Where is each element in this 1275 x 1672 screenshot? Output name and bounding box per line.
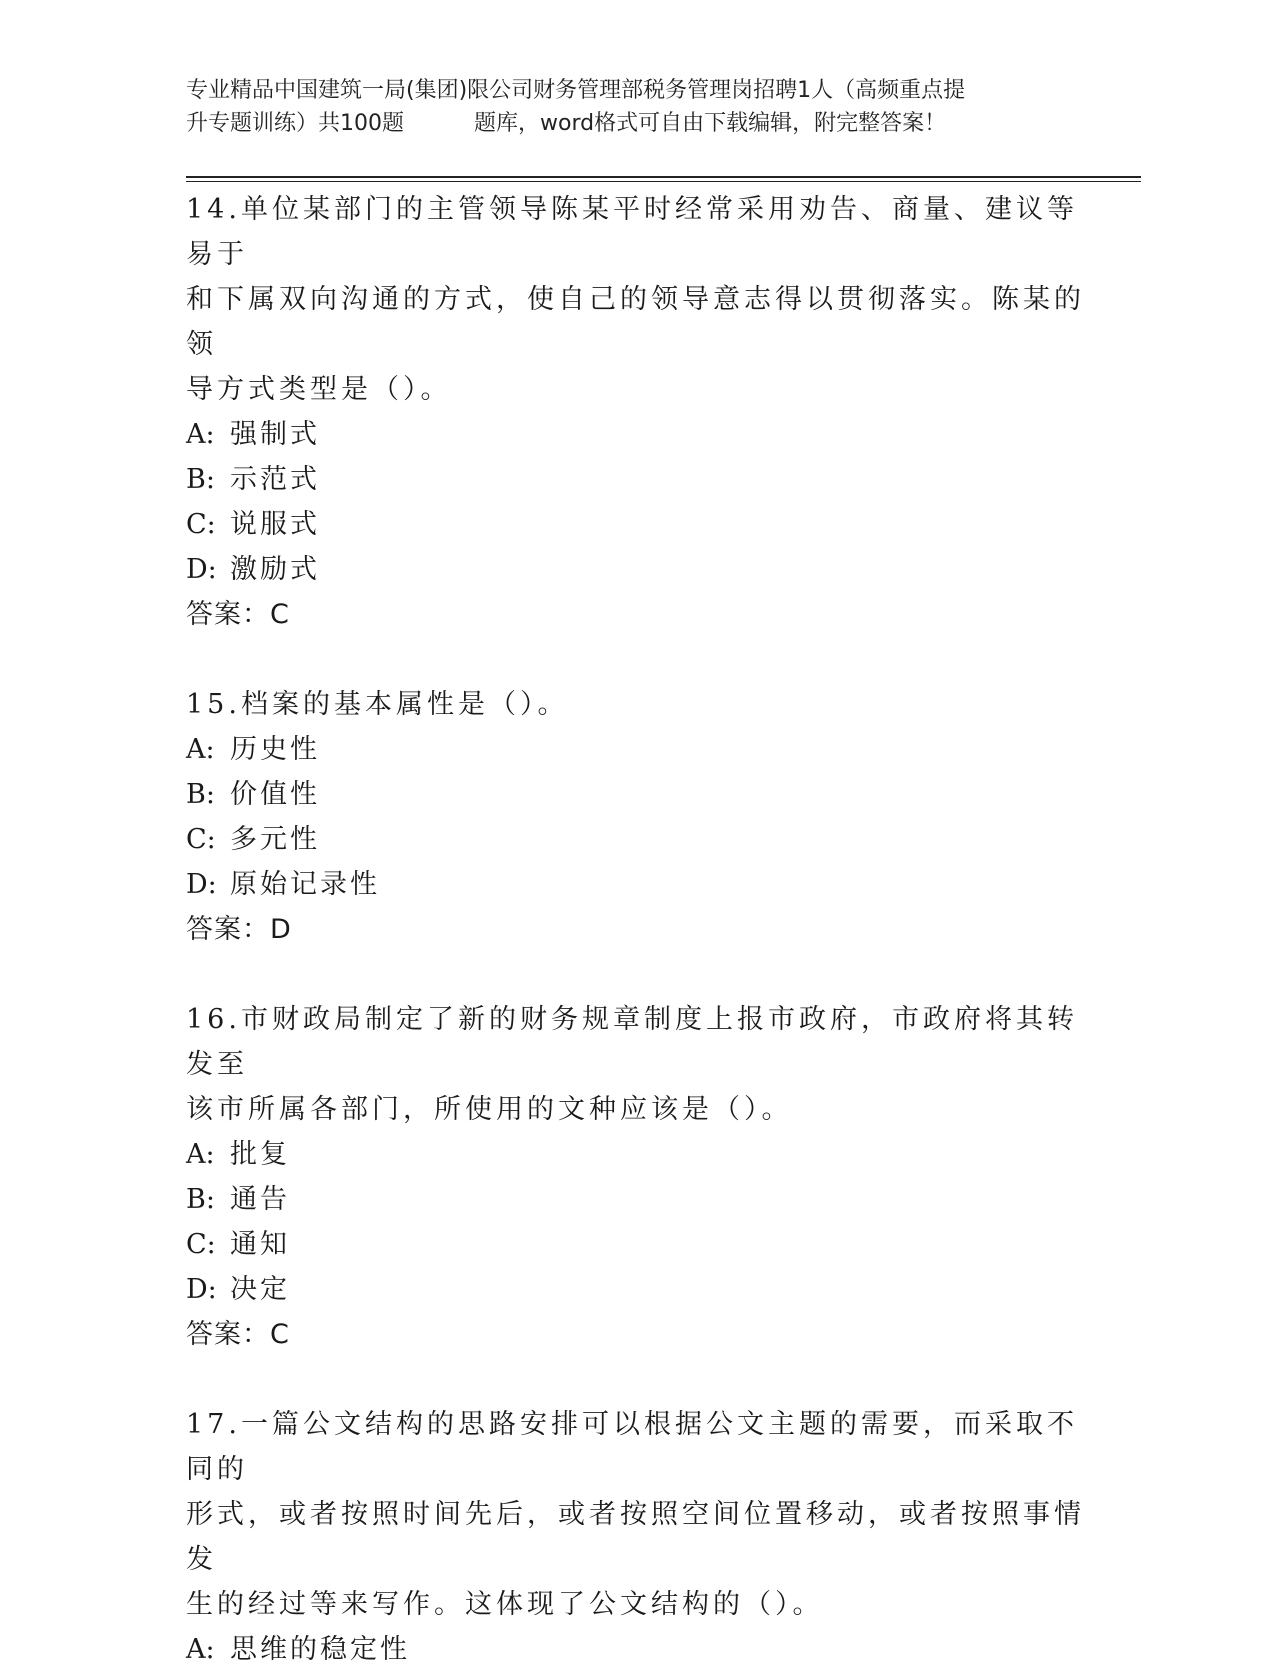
question-stem-line: 导方式类型是（）。 bbox=[186, 374, 452, 405]
header-line-1: 专业精品中国建筑一局(集团)限公司财务管理部税务管理岗招聘1人（高频重点提 bbox=[186, 78, 966, 103]
document-header bbox=[186, 74, 1066, 140]
option-d: D: 激励式 bbox=[186, 554, 320, 585]
question-14 bbox=[186, 187, 1086, 637]
answer-line: 答案：D bbox=[186, 914, 292, 945]
option-c: C: 说服式 bbox=[186, 509, 320, 540]
question-stem-line: 和下属双向沟通的方式，使自己的领导意志得以贯彻落实。陈某的领 bbox=[186, 284, 1085, 360]
question-stem-line: 16.市财政局制定了新的财务规章制度上报市政府，市政府将其转发至 bbox=[186, 1004, 1078, 1080]
question-16 bbox=[186, 997, 1086, 1357]
question-stem-line: 该市所属各部门，所使用的文种应该是（）。 bbox=[186, 1094, 793, 1125]
question-stem-line: 17.一篇公文结构的思路安排可以根据公文主题的需要，而采取不同的 bbox=[186, 1409, 1078, 1485]
question-list bbox=[186, 187, 1086, 1672]
question-stem-line: 生的经过等来写作。这体现了公文结构的（）。 bbox=[186, 1589, 824, 1620]
header-line-2-right: 题库，word格式可自由下载编辑，附完整答案！ bbox=[474, 111, 947, 136]
answer-line: 答案：C bbox=[186, 1319, 290, 1350]
option-c: C: 通知 bbox=[186, 1229, 290, 1260]
option-d: D: 原始记录性 bbox=[186, 869, 380, 900]
question-stem-line: 14.单位某部门的主管领导陈某平时经常采用劝告、商量、建议等易于 bbox=[186, 194, 1078, 270]
question-stem-line: 15.档案的基本属性是（）。 bbox=[186, 689, 569, 720]
question-17 bbox=[186, 1402, 1086, 1672]
option-a: A: 强制式 bbox=[186, 419, 320, 450]
option-d: D: 决定 bbox=[186, 1274, 290, 1305]
question-stem-line: 形式，或者按照时间先后，或者按照空间位置移动，或者按照事情发 bbox=[186, 1499, 1085, 1575]
header-divider-thin bbox=[186, 181, 1141, 182]
header-divider-thick bbox=[186, 176, 1141, 178]
header-line-2-left: 升专题训练）共100题 bbox=[186, 111, 404, 136]
option-b: B: 通告 bbox=[186, 1184, 290, 1215]
option-a: A: 历史性 bbox=[186, 734, 320, 765]
option-b: B: 价值性 bbox=[186, 779, 320, 810]
option-c: C: 多元性 bbox=[186, 824, 320, 855]
option-a: A: 思维的稳定性 bbox=[186, 1634, 410, 1665]
header-line-2 bbox=[186, 107, 1066, 140]
answer-line: 答案：C bbox=[186, 599, 290, 630]
option-a: A: 批复 bbox=[186, 1139, 290, 1170]
option-b: B: 示范式 bbox=[186, 464, 320, 495]
question-15 bbox=[186, 682, 1086, 952]
